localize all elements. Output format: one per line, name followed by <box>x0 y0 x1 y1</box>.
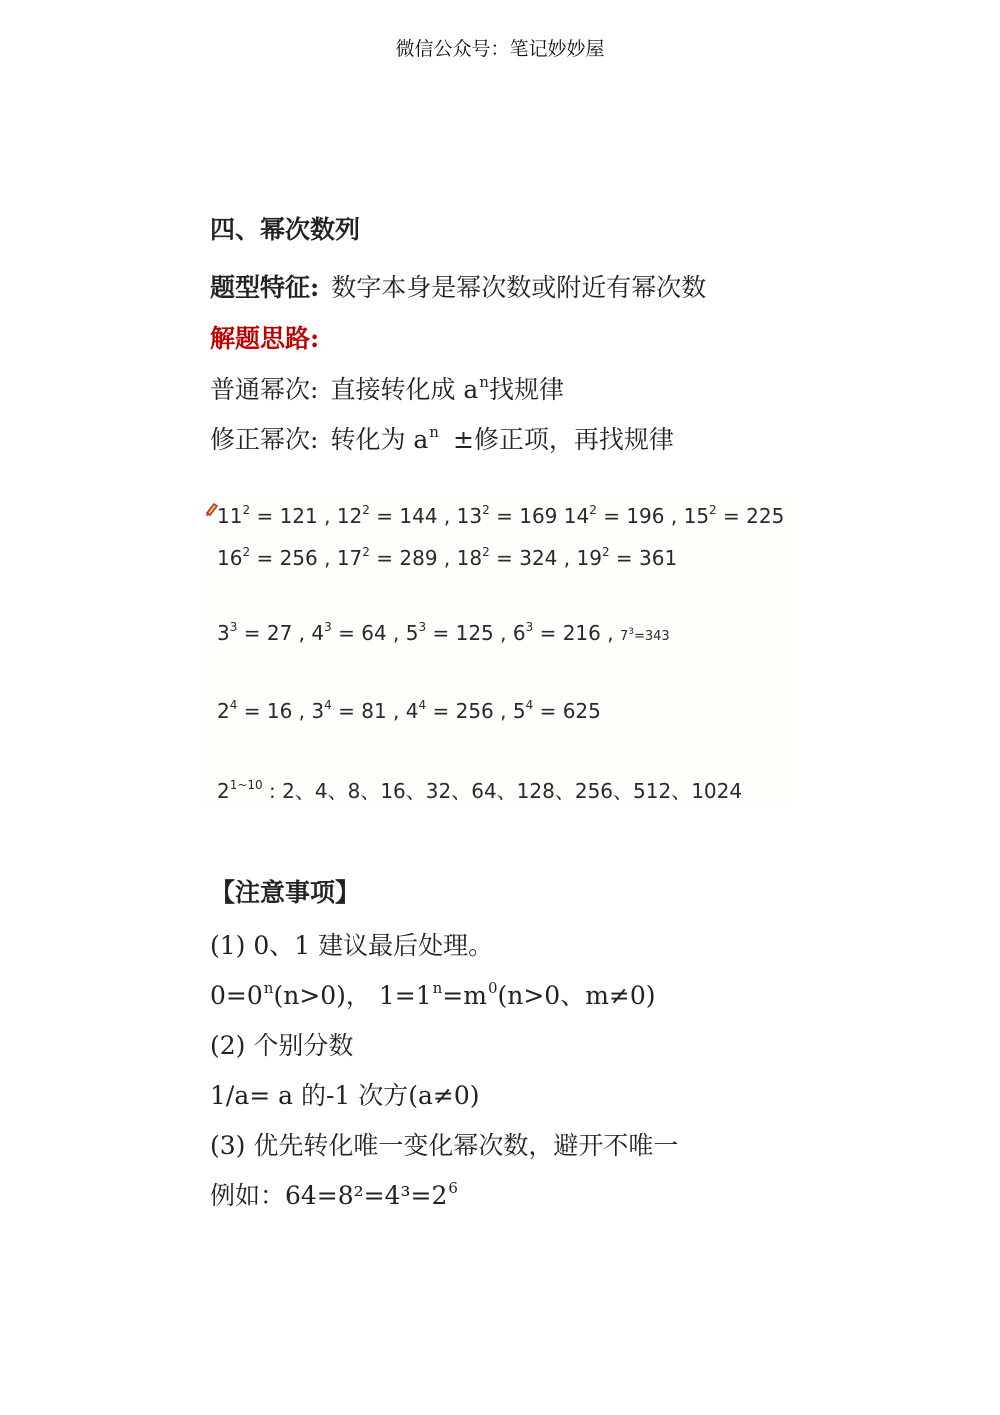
example-text: 例如：64=8²=4³=2 <box>210 1181 448 1210</box>
normal-power-line <box>210 370 564 406</box>
normal-power-text: 直接转化成 a <box>330 375 479 404</box>
power-equation: $2^4 = 16$ <box>217 698 293 723</box>
powers-two-values: 2、4、8、16、32、64、128、256、512、1024 <box>282 779 743 803</box>
examples-row-squares-2: $16^2 = 256$ , $17^2 = 289$ , $18^2 = 324$ , $19^2 = 361$ <box>217 545 678 570</box>
power-equation: $14^2 = 196$ <box>563 503 665 528</box>
formula-sup: n <box>432 979 443 997</box>
power-equation-small: $7^3=343$ <box>619 627 670 644</box>
examples-row-cubes: $3^3 = 27$ , $4^3 = 64$ , $5^3 = 125$ , $6^3 = 216$ , $7^3=343$ <box>217 620 670 645</box>
feature-label: 题型特征: <box>210 273 320 302</box>
formula-sup: 0 <box>487 979 498 997</box>
note-item-1: (1) 0、1 建议最后处理。 <box>210 931 494 960</box>
normal-power-label: 普通幂次: <box>210 375 319 404</box>
power-equation: $4^4 = 256$ <box>405 698 494 723</box>
modified-power-text-tail: ±修正项，再找规律 <box>452 425 674 454</box>
examples-image <box>205 496 793 808</box>
modified-power-line <box>210 420 674 456</box>
powers-two-base: 2 <box>217 779 230 803</box>
power-equation: $3^3 = 27$ <box>217 620 293 645</box>
note-item-1-formula <box>210 976 656 1012</box>
note-item-3-example <box>210 1176 458 1212</box>
modified-power-label: 修正幂次: <box>210 425 319 454</box>
modified-power-sup: n <box>429 423 439 441</box>
examples-row-powers-of-two: $2^{1\sim 10}$ : 2、4、8、16、32、64、128、256、512、1024 <box>217 778 743 803</box>
power-equation: $12^2 = 144$ <box>336 503 438 528</box>
modified-power-text: 转化为 a <box>330 425 429 454</box>
example-sup: 6 <box>448 1179 458 1197</box>
normal-power-sup: n <box>479 373 489 391</box>
formula-part: 0=0 <box>210 981 263 1010</box>
feature-line <box>210 268 706 304</box>
power-equation: $16^2 = 256$ <box>217 545 318 570</box>
normal-power-text-tail: 找规律 <box>488 375 564 404</box>
section-title: 四、幂次数列 <box>210 215 361 244</box>
feature-text: 数字本身是幂次数或附近有幂次数 <box>331 273 707 302</box>
power-equation: $19^2 = 361$ <box>576 545 678 570</box>
formula-part: (n>0)， 1=1 <box>273 981 432 1010</box>
power-equation: $15^2 = 225$ <box>683 503 785 528</box>
watermark-header: 微信公众号：笔记妙妙屋 <box>395 38 605 60</box>
note-item-2: (2) 个别分数 <box>210 1031 354 1060</box>
note-item-2-formula: 1/a= a 的-1 次方(a≠0) <box>210 1081 480 1110</box>
power-equation: $13^2 = 169$ <box>456 503 558 528</box>
formula-part: (n>0、m≠0) <box>497 981 656 1010</box>
power-equation: $5^4 = 625$ <box>512 698 601 723</box>
power-equation: $4^3 = 64$ <box>311 620 387 645</box>
power-equation: $18^2 = 324$ <box>456 545 558 570</box>
power-equation: $5^3 = 125$ <box>405 620 494 645</box>
power-equation: $6^3 = 216$ <box>512 620 601 645</box>
power-equation: $3^4 = 81$ <box>311 698 387 723</box>
formula-sup: n <box>263 979 274 997</box>
examples-row-fourth-powers: $2^4 = 16$ , $3^4 = 81$ , $4^4 = 256$ , $5^4 = 625$ <box>217 698 601 723</box>
powers-two-exp: 1~10 <box>229 778 263 792</box>
formula-part: =m <box>442 981 487 1010</box>
notes-title: 【注意事项】 <box>210 878 361 907</box>
examples-row-squares-1: $11^2 = 121$ , $12^2 = 144$ , $13^2 = 169$ $14^2 = 196$ , $15^2 = 225$ <box>217 503 785 528</box>
approach-label: 解题思路: <box>210 324 320 353</box>
power-equation: $11^2 = 121$ <box>217 503 318 528</box>
power-equation: $17^2 = 289$ <box>336 545 438 570</box>
note-item-3: (3) 优先转化唯一变化幂次数，避开不唯一 <box>210 1131 679 1160</box>
